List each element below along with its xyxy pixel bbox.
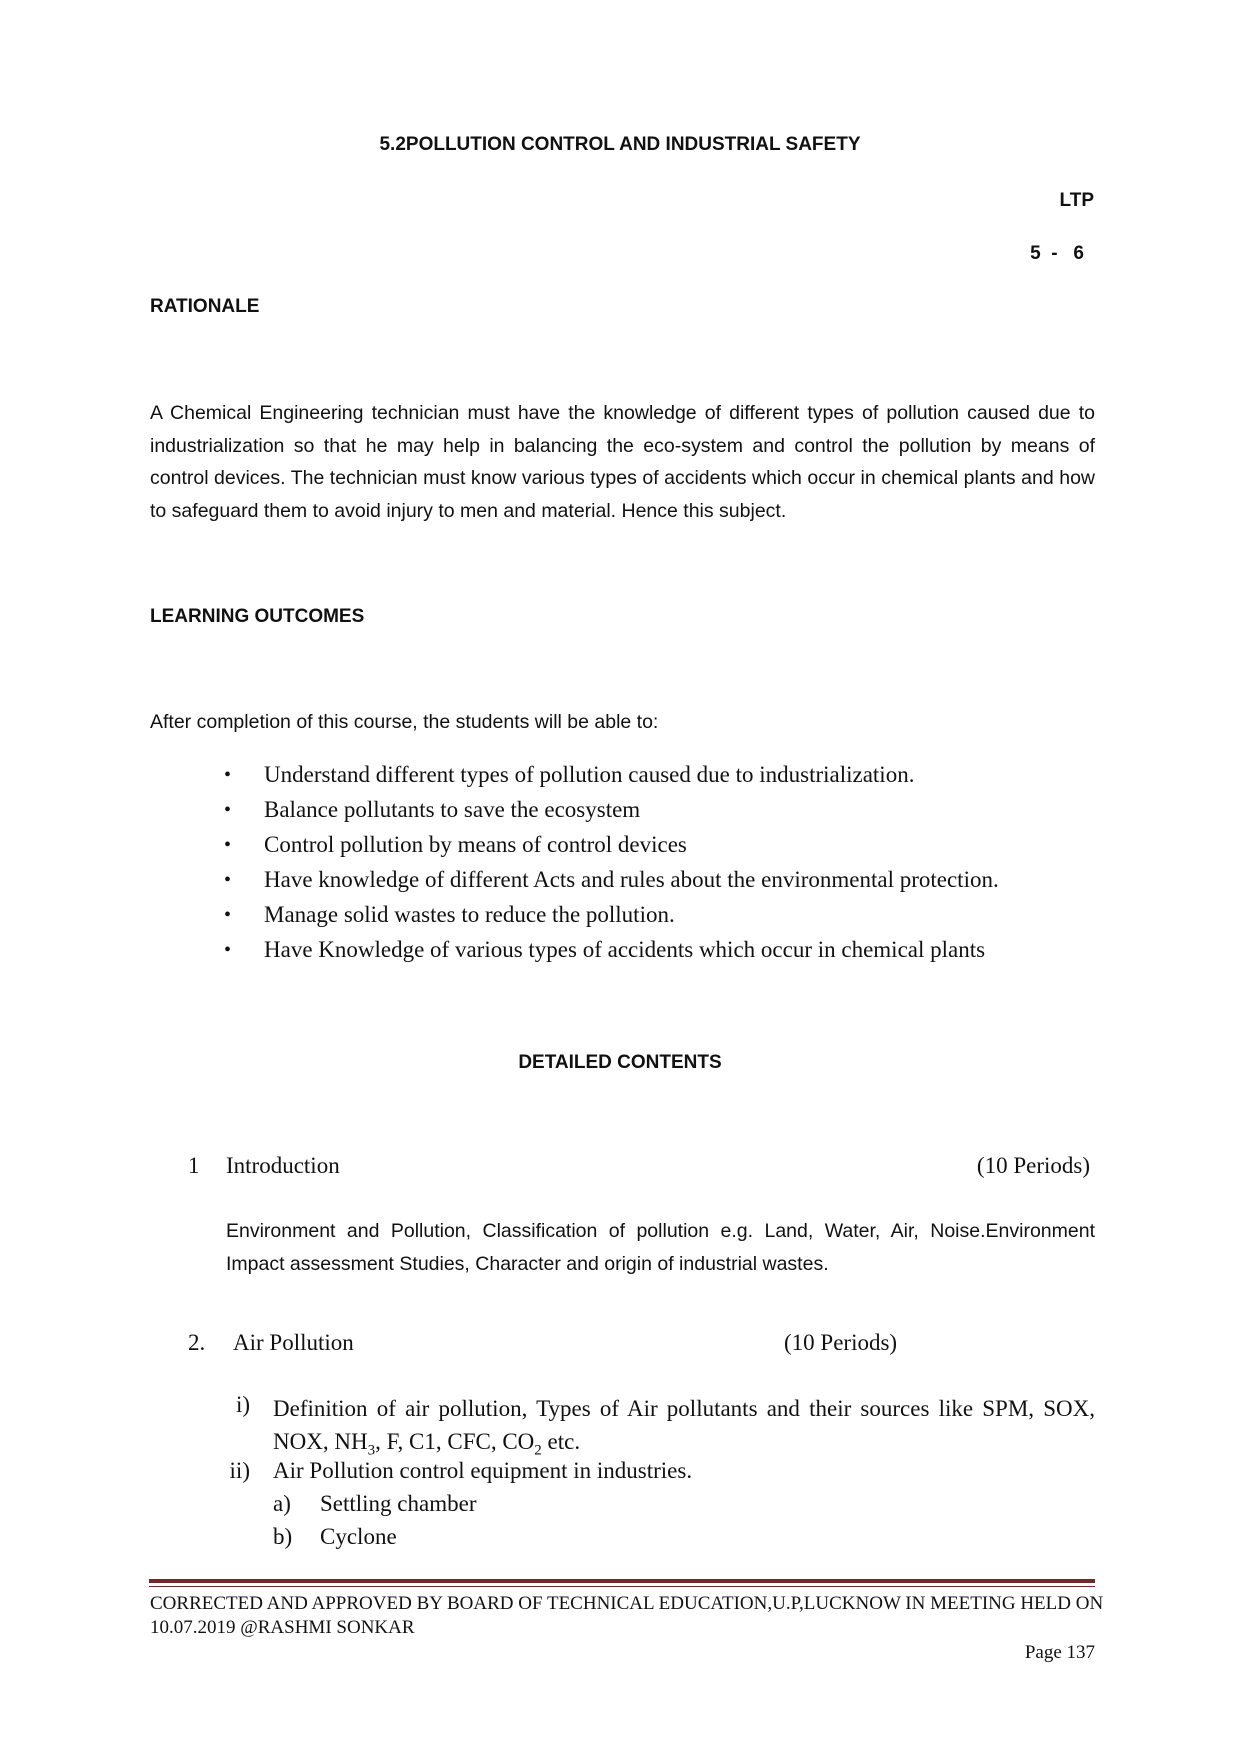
sub-item-text: Settling chamber [320, 1491, 477, 1516]
section-title: Introduction [226, 1153, 340, 1178]
detailed-contents-heading: DETAILED CONTENTS [518, 1052, 722, 1073]
subscript: 2 [534, 1442, 542, 1459]
item-text [273, 1392, 1095, 1468]
section-title: Air Pollution [233, 1330, 354, 1355]
page-number: Page 137 [1024, 1642, 1095, 1663]
ltp-header: LTP [1059, 190, 1094, 211]
item-text-part: , F, C1, CFC, CO [375, 1429, 535, 1454]
bullet-icon: • [224, 834, 232, 856]
bullet-icon: • [224, 799, 232, 821]
footer-rule-thin [149, 1586, 1095, 1587]
learning-outcomes-heading: LEARNING OUTCOMES [150, 606, 365, 627]
outcome-text: Have knowledge of different Acts and rules about the environmental protection. [264, 867, 999, 892]
bullet-icon: • [224, 869, 232, 891]
section-body: Environment and Pollution, Classification of pollution e.g. Land, Water, Air, Noise.Environment Impact assessment Studies, Character and origin of industrial wastes. [226, 1220, 1095, 1275]
bullet-icon: • [224, 904, 232, 926]
learning-outcomes-intro: After completion of this course, the students will be able to: [150, 711, 659, 733]
section-number: 1 [188, 1153, 200, 1178]
footer-text: CORRECTED AND APPROVED BY BOARD OF TECHNICAL EDUCATION,U.P,LUCKNOW IN MEETING HELD ON 10.07.2019 @RASHMI SONKAR [150, 1593, 1104, 1638]
bullet-icon: • [224, 939, 232, 961]
document-title: 5.2POLLUTION CONTROL AND INDUSTRIAL SAFETY [379, 134, 861, 155]
item-number: ii) [229, 1458, 250, 1483]
section-periods: (10 Periods) [976, 1153, 1090, 1178]
item-number: i) [235, 1392, 250, 1417]
section-periods: (10 Periods) [784, 1330, 898, 1355]
bullet-icon: • [224, 764, 232, 786]
rationale-heading: RATIONALE [150, 296, 260, 317]
subscript: 3 [367, 1442, 376, 1459]
sub-item-number: a) [273, 1491, 291, 1516]
rationale-text: A Chemical Engineering technician must have the knowledge of different types of pollution caused due to industrialization so that he may help in balancing the eco-system and control the pollution by means of control devices. The technician must know various types of accidents which occur in chemical plants and how to safeguard them to avoid injury to men and material. Hence this subject. [150, 402, 1095, 522]
item-text: Air Pollution control equipment in industries. [273, 1458, 693, 1483]
outcome-text: Understand different types of pollution caused due to industrialization. [264, 762, 915, 787]
outcome-text: Balance pollutants to save the ecosystem [264, 797, 641, 822]
outcome-text: Manage solid wastes to reduce the pollution. [264, 902, 675, 927]
sub-item-text: Cyclone [320, 1524, 397, 1549]
outcome-text: Control pollution by means of control devices [264, 832, 687, 857]
item-text-part: etc. [541, 1429, 581, 1454]
footer-rule-thick [149, 1579, 1095, 1583]
sub-item-number: b) [273, 1524, 293, 1549]
outcome-text: Have Knowledge of various types of accidents which occur in chemical plants [264, 937, 986, 962]
item-text-part: Definition of air pollution, Types of Air pollutants and their sources like SPM, SOX, NOX, NH [273, 1396, 1095, 1454]
section-number: 2. [188, 1330, 206, 1355]
ltp-values: 5 - 6 [1030, 243, 1084, 264]
